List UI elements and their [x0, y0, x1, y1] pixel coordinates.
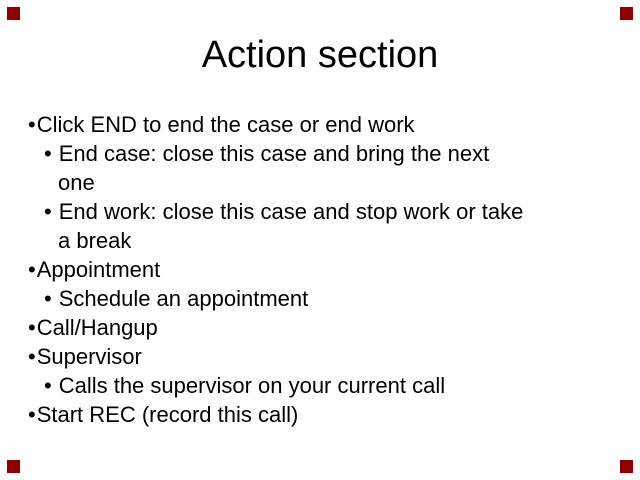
bullet-item-level-1	[0, 400, 640, 429]
bullet-icon: •	[28, 111, 36, 137]
bullet-text: Click END to end the case or end work	[36, 111, 415, 137]
bullet-item-level-2	[0, 197, 640, 226]
bullet-icon: •	[28, 401, 36, 427]
bullet-text: one	[58, 169, 95, 195]
bullet-item-level-1	[0, 110, 640, 139]
bullet-item-level-1	[0, 255, 640, 284]
bullet-list	[0, 110, 640, 429]
bullet-icon: •	[44, 285, 52, 311]
bullet-icon: •	[44, 372, 52, 398]
bullet-text: Start REC (record this call)	[36, 401, 299, 427]
bullet-item-level-2	[0, 371, 640, 400]
bullet-item-continuation	[0, 226, 640, 255]
bullet-text: Calls the supervisor on your current call	[58, 372, 446, 398]
bullet-text: Supervisor	[36, 343, 142, 369]
bullet-item-level-2	[0, 284, 640, 313]
bullet-icon: •	[44, 198, 52, 224]
bullet-icon: •	[44, 140, 52, 166]
bullet-item-level-1	[0, 313, 640, 342]
bullet-text: Schedule an appointment	[58, 285, 309, 311]
slide-title: Action section	[201, 34, 439, 76]
bullet-text: Call/Hangup	[36, 314, 158, 340]
corner-marker-bottom-right	[620, 460, 633, 473]
bullet-item-continuation	[0, 168, 640, 197]
bullet-text: End case: close this case and bring the next	[58, 140, 490, 166]
bullet-item-level-1	[0, 342, 640, 371]
bullet-icon: •	[28, 314, 36, 340]
bullet-text: End work: close this case and stop work or take	[58, 198, 524, 224]
bullet-icon: •	[28, 256, 36, 282]
bullet-text: a break	[58, 227, 132, 253]
bullet-icon: •	[28, 343, 36, 369]
bullet-text: Appointment	[36, 256, 161, 282]
corner-marker-bottom-left	[7, 460, 20, 473]
corner-marker-top-right	[620, 7, 633, 20]
bullet-item-level-2	[0, 139, 640, 168]
corner-marker-top-left	[7, 7, 20, 20]
